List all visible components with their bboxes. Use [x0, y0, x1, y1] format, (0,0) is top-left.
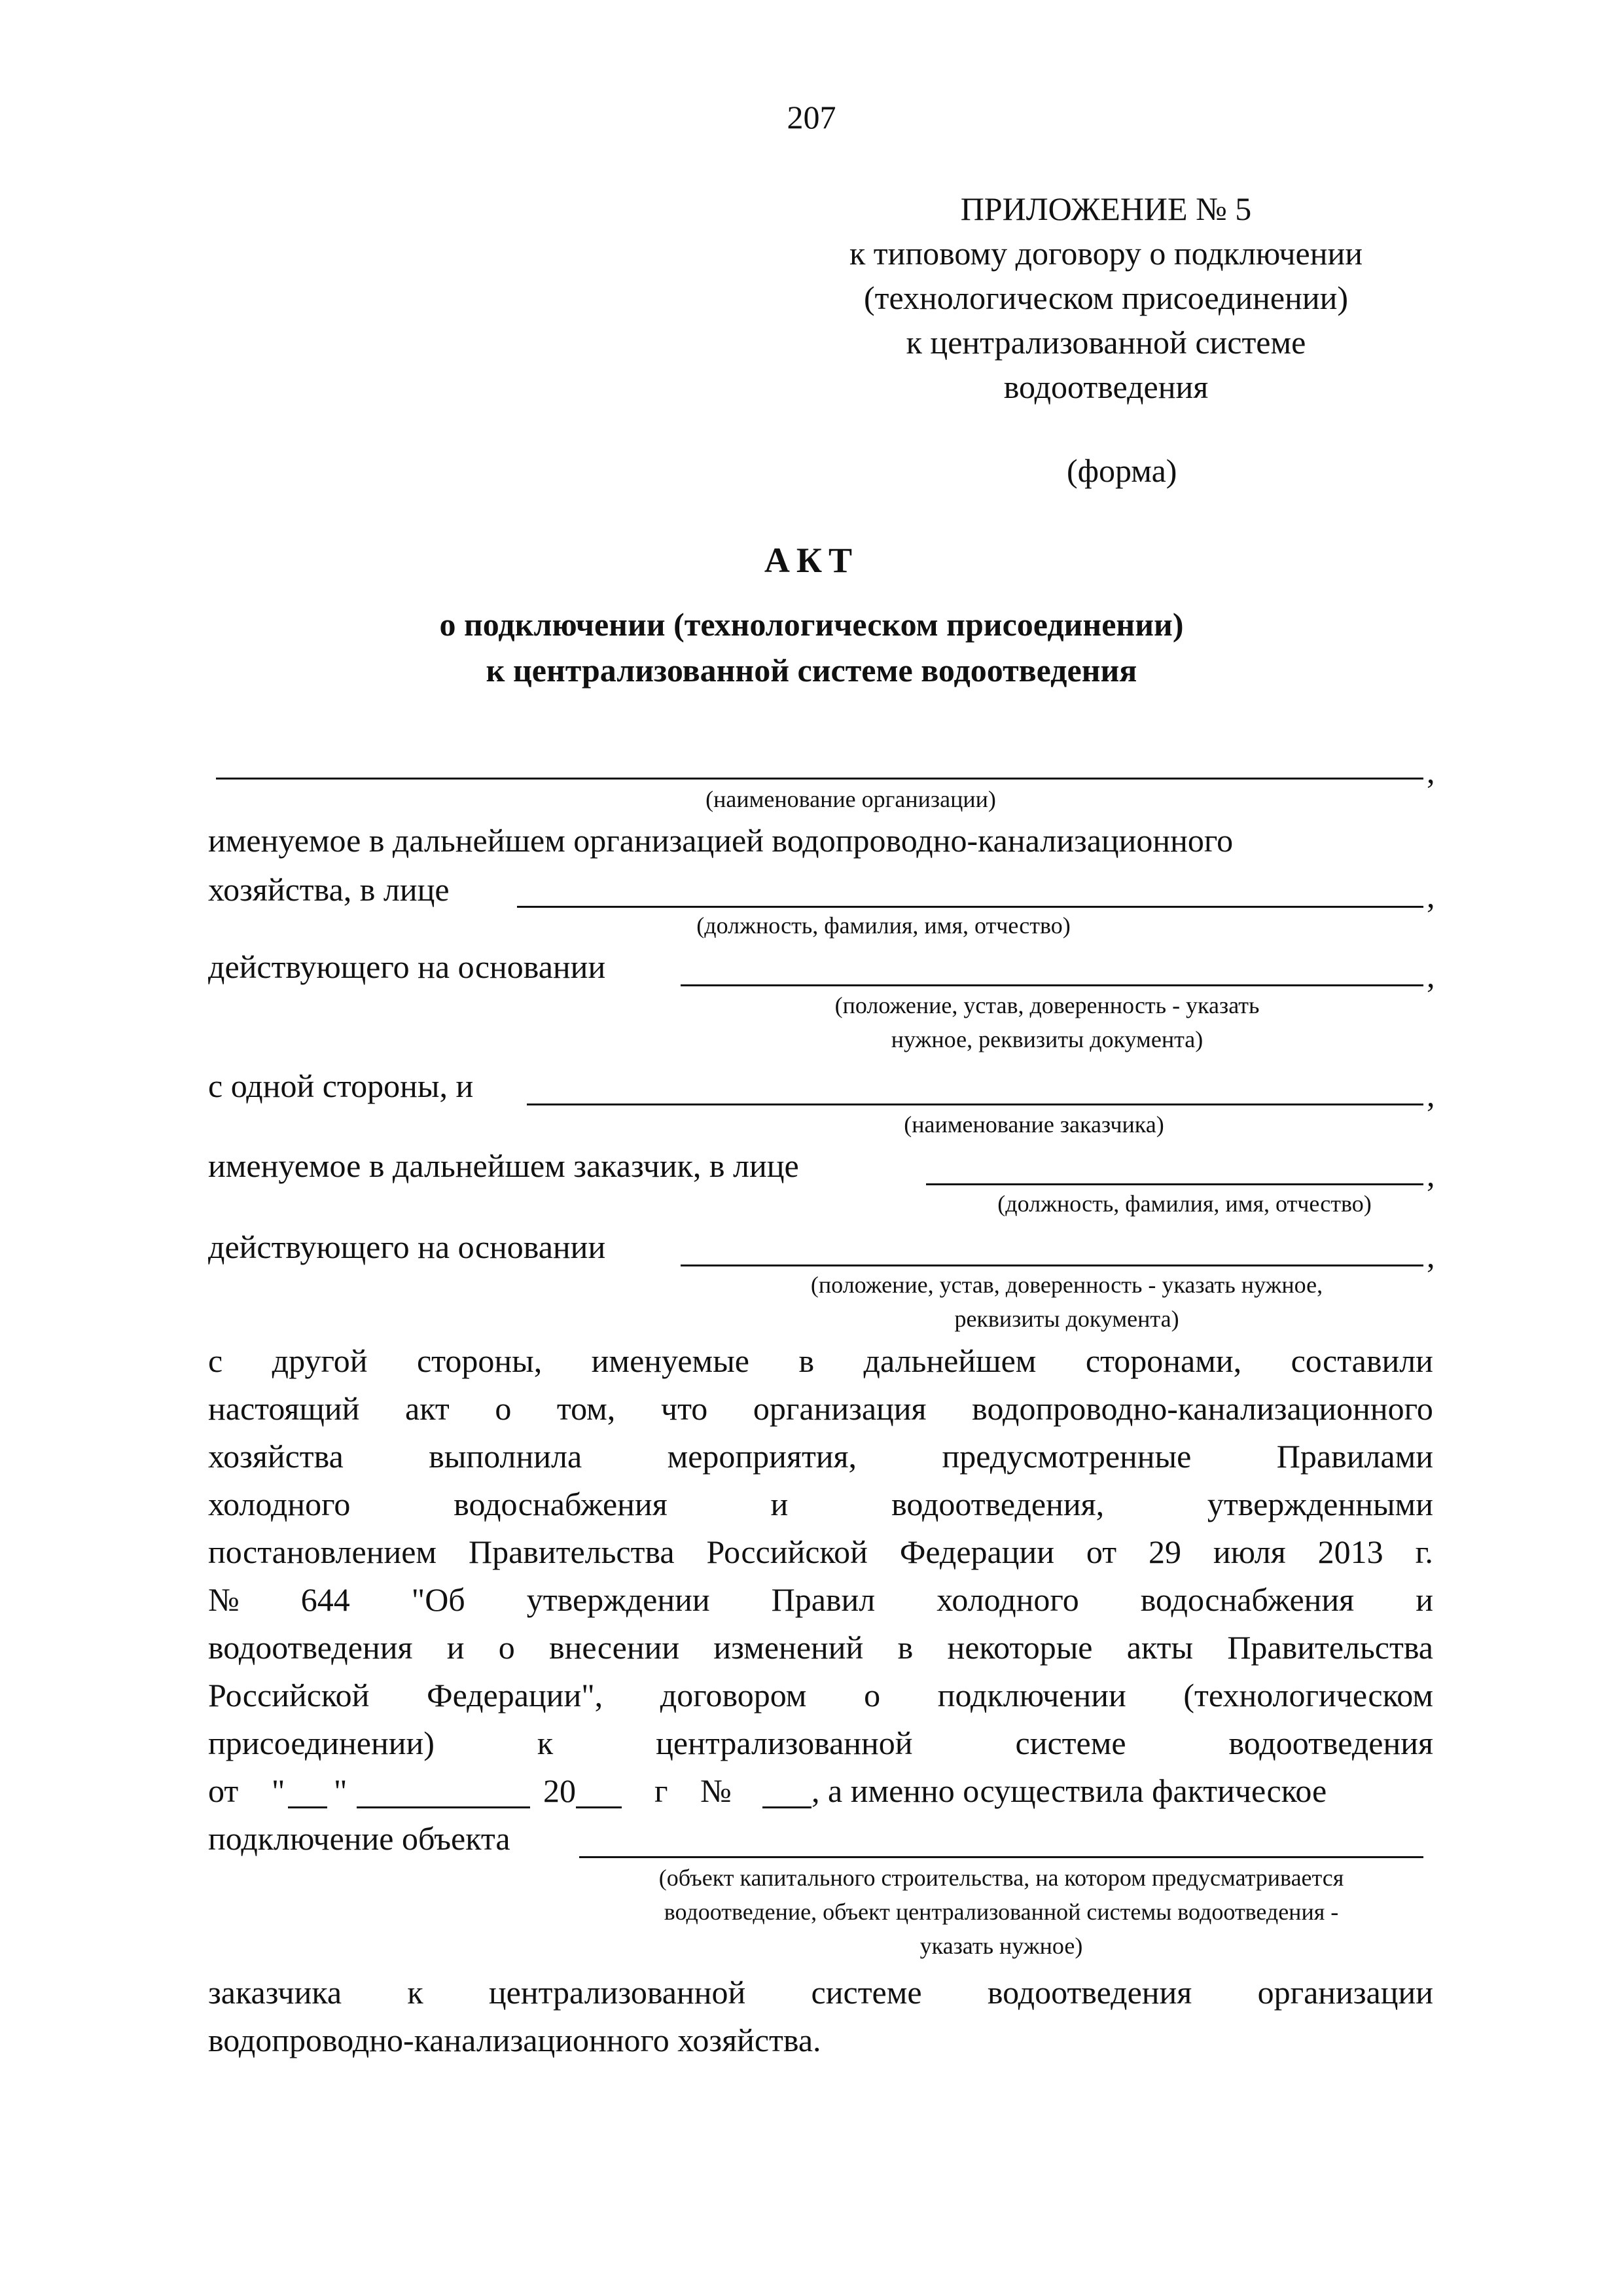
comma: , [1427, 1157, 1435, 1193]
word: холодного [208, 1486, 351, 1522]
year-prefix: 20 [543, 1772, 576, 1809]
text-line: именуемое в дальнейшем организацией водопроводно-канализационного [208, 822, 1234, 859]
word: водоотведения [208, 1629, 413, 1666]
word: постановлением [208, 1534, 437, 1570]
word: водоотведения [987, 1974, 1192, 2011]
word: 29 [1149, 1534, 1182, 1570]
form-label: (форма) [1067, 452, 1177, 489]
org-basis-field[interactable] [681, 984, 1423, 986]
representative-hint: (должность, фамилия, имя, отчество) [997, 1191, 1372, 1217]
word: дальнейшем [863, 1342, 1037, 1379]
word: и [770, 1486, 789, 1522]
word: водоотведения [1228, 1725, 1433, 1761]
word: что [660, 1390, 708, 1427]
customer-basis-field[interactable] [681, 1265, 1423, 1266]
contract-year-field[interactable] [576, 1806, 622, 1808]
comma: , [1427, 1238, 1435, 1274]
word: хозяйства [208, 1438, 344, 1475]
word: водопроводно-канализационного [972, 1390, 1433, 1427]
word: утвержденными [1207, 1486, 1433, 1522]
word: централизованной [488, 1974, 746, 2011]
word: Правил [771, 1581, 876, 1618]
one-side-label: с одной стороны, и [208, 1067, 474, 1104]
paragraph-line [208, 1342, 1433, 1380]
number-sign: № [700, 1772, 732, 1809]
org-name-hint: (наименование организации) [705, 786, 996, 812]
basis-label: действующего на основании [208, 1229, 606, 1265]
paragraph-line [208, 1437, 1433, 1475]
basis-hint: (положение, устав, доверенность - указать нужное, [810, 1272, 1323, 1298]
word: утверждении [526, 1581, 710, 1618]
word: мероприятия, [667, 1438, 857, 1475]
paragraph-line [208, 1628, 1433, 1666]
paragraph-line [208, 1724, 1433, 1762]
paragraph-line [208, 1533, 1433, 1571]
word: в [798, 1342, 815, 1379]
word: внесении [549, 1629, 680, 1666]
year-suffix: г [654, 1772, 668, 1809]
customer-representative-field[interactable] [926, 1183, 1423, 1185]
object-label: подключение объекта [208, 1820, 510, 1857]
word: некоторые [947, 1629, 1093, 1666]
word: с [208, 1342, 223, 1379]
object-field[interactable] [579, 1856, 1423, 1858]
word: сторонами, [1085, 1342, 1242, 1379]
word: к [537, 1725, 554, 1761]
appendix-line: водоотведения [1003, 368, 1209, 405]
comma: , [1427, 1077, 1435, 1113]
word: договором [660, 1677, 807, 1713]
quote-open: " [272, 1772, 285, 1809]
word: подключении [937, 1677, 1126, 1713]
org-name-field[interactable] [216, 778, 1423, 780]
appendix-line: (технологическом присоединении) [864, 279, 1348, 316]
word: заказчика [208, 1974, 342, 2011]
customer-representative-label: именуемое в дальнейшем заказчик, в лице [208, 1147, 799, 1184]
basis-label: действующего на основании [208, 948, 606, 985]
word: водоснабжения [1140, 1581, 1355, 1618]
paragraph-line [208, 1390, 1433, 1427]
paragraph-line [208, 1973, 1433, 2011]
appendix-title: ПРИЛОЖЕНИЕ № 5 [960, 190, 1252, 227]
object-hint: водоотведение, объект централизованной системы водоотведения - [664, 1899, 1339, 1925]
comma: , [1427, 878, 1435, 914]
act-subtitle: о подключении (технологическом присоединении) [439, 606, 1184, 643]
contract-day-field[interactable] [288, 1806, 327, 1808]
paragraph-line [208, 1676, 1433, 1714]
object-hint: (объект капитального строительства, на котором предусматривается [658, 1865, 1344, 1891]
word: водоснабжения [454, 1486, 668, 1522]
word: водоотведения, [891, 1486, 1105, 1522]
word: июля [1213, 1534, 1286, 1570]
word: другой [272, 1342, 368, 1379]
appendix-line: к типовому договору о подключении [849, 235, 1363, 272]
page-number: 207 [787, 99, 836, 135]
word: присоединении) [208, 1725, 435, 1761]
word: изменений [713, 1629, 864, 1666]
word: стороны, [416, 1342, 543, 1379]
quote-close: " [334, 1772, 348, 1809]
word: акты [1126, 1629, 1194, 1666]
basis-hint: (положение, устав, доверенность - указать [834, 992, 1260, 1018]
customer-name-field[interactable] [527, 1103, 1423, 1105]
paragraph-line-last: водопроводно-канализационного хозяйства. [208, 2022, 821, 2058]
representative-hint: (должность, фамилия, имя, отчество) [696, 912, 1071, 939]
word: организации [1257, 1974, 1433, 2011]
word: холодного [936, 1581, 1079, 1618]
word: Правительства [468, 1534, 675, 1570]
word: 644 [300, 1581, 350, 1618]
word: Российской [706, 1534, 868, 1570]
word: именуемые [591, 1342, 749, 1379]
word: о [495, 1390, 512, 1427]
word: № [208, 1581, 240, 1618]
word: системе [811, 1974, 922, 2011]
basis-hint: реквизиты документа) [954, 1306, 1179, 1332]
word: акт [405, 1390, 450, 1427]
word: г. [1415, 1534, 1433, 1570]
word: предусмотренные [942, 1438, 1192, 1475]
word: к [407, 1974, 423, 2011]
word: централизованной [656, 1725, 913, 1761]
word: Российской [208, 1677, 370, 1713]
representative-label: хозяйства, в лице [208, 871, 450, 908]
contract-month-field[interactable] [357, 1806, 530, 1808]
word: о [498, 1629, 515, 1666]
word: Правилами [1276, 1438, 1433, 1475]
comma: , [1427, 958, 1435, 994]
word: выполнила [429, 1438, 582, 1475]
word: "Об [411, 1581, 465, 1618]
word: и [446, 1629, 465, 1666]
word: настоящий [208, 1390, 360, 1427]
comma: , [1427, 753, 1435, 790]
date-line-rest: , а именно осуществила фактическое [812, 1772, 1327, 1809]
word: Федерации", [427, 1677, 603, 1713]
word: и [1416, 1581, 1433, 1618]
appendix-line: к централизованной системе [906, 324, 1306, 361]
date-from-label: от [208, 1772, 239, 1809]
contract-number-field[interactable] [762, 1806, 812, 1808]
word: о [864, 1677, 881, 1713]
act-subtitle: к централизованной системе водоотведения [486, 652, 1137, 689]
customer-hint: (наименование заказчика) [904, 1111, 1164, 1138]
act-title: АКТ [764, 541, 859, 580]
word: организация [753, 1390, 927, 1427]
word: от [1086, 1534, 1117, 1570]
word: Федерации [899, 1534, 1054, 1570]
word: в [897, 1629, 914, 1666]
word: системе [1015, 1725, 1126, 1761]
word: составили [1291, 1342, 1433, 1379]
paragraph-line [208, 1485, 1433, 1523]
word: Правительства [1227, 1629, 1433, 1666]
word: том, [556, 1390, 616, 1427]
object-hint: указать нужное) [919, 1933, 1083, 1959]
paragraph-line [208, 1581, 1433, 1619]
word: 2013 [1317, 1534, 1383, 1570]
org-representative-field[interactable] [517, 906, 1423, 908]
basis-hint: нужное, реквизиты документа) [891, 1026, 1204, 1052]
word: (технологическом [1183, 1677, 1433, 1713]
